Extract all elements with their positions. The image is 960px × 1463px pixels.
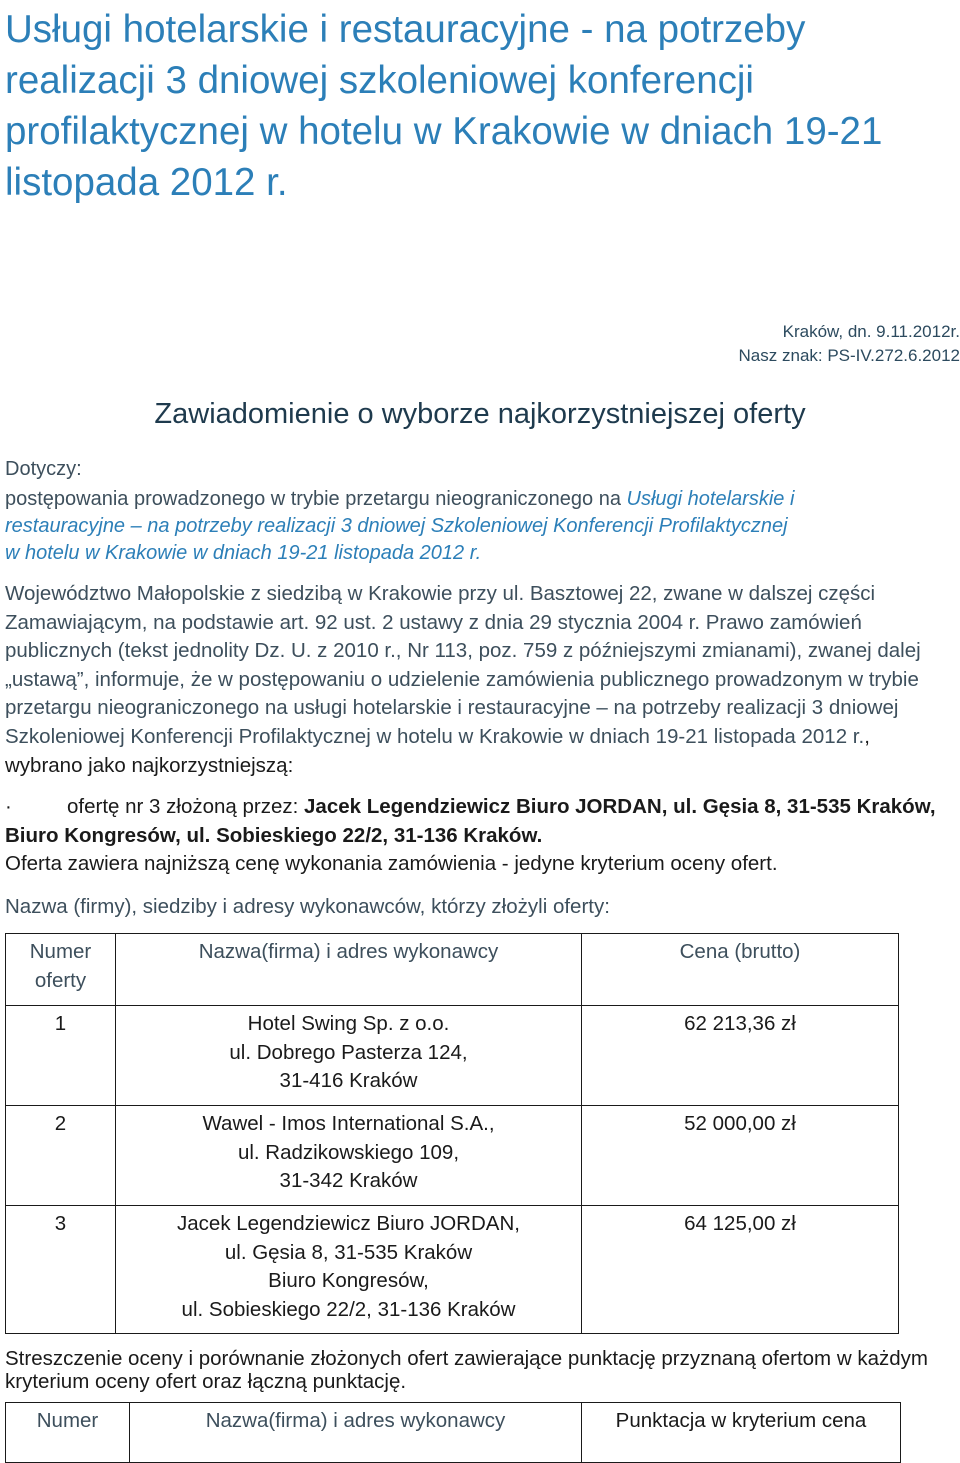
offer-contractor [116, 1106, 582, 1206]
concerns-line-1 [5, 488, 794, 511]
contractor-line: ul. Dobrego Pasterza 124, [229, 1040, 468, 1064]
header-price: Cena (brutto) [582, 934, 899, 1006]
offer-text: ofertę nr 3 złożoną przez: [67, 795, 305, 818]
table-row [6, 1106, 899, 1206]
contractor-line: 31-342 Kraków [279, 1169, 418, 1192]
offer-price: 62 213,36 zł [582, 1006, 899, 1106]
summary-intro: Streszczenie oceny i porównanie złożonych ofert zawierające punktację przyznaną ofertom w każdym kryterium oceny ofert oraz łączną punktację. [5, 1347, 928, 1393]
offer-number: 3 [6, 1206, 116, 1334]
offers-intro: Nazwa (firmy), siedziby i adresy wykonawców, którzy złożyli oferty: [5, 895, 610, 918]
body-tail: , wybrano jako najkorzystniejszą: [5, 724, 870, 777]
contractor-line: ul. Gęsia 8, 31-535 Kraków [224, 1240, 473, 1264]
score-header-number: Numer [6, 1403, 130, 1463]
award-line [5, 793, 955, 850]
body-paragraph [5, 580, 945, 780]
notice-heading: Zawiadomienie o wyborze najkorzystniejszej oferty [154, 398, 806, 430]
contractor-line: ul. Sobieskiego 22/2, 31-136 Kraków [181, 1297, 516, 1321]
concerns-plain: postępowania prowadzonego w trybie przetargu nieograniczonego na [5, 488, 627, 510]
score-header-row [6, 1403, 901, 1463]
offer-contractor [116, 1006, 582, 1106]
contractor-line: ul. Radzikowskiego 109, [237, 1140, 460, 1164]
score-table [5, 1402, 901, 1463]
award-section [5, 793, 955, 879]
table-row [6, 1206, 899, 1334]
award-reason: Oferta zawiera najniższą cenę wykonania zamówienia - jedyne kryterium oceny ofert. [5, 852, 778, 875]
score-header-name: Nazwa(firma) i adres wykonawcy [130, 1403, 582, 1463]
offer-price: 64 125,00 zł [582, 1206, 899, 1334]
table-header-row [6, 934, 899, 1006]
reference-number: Nasz znak: PS-IV.272.6.2012 [738, 346, 960, 365]
bullet-icon: · [5, 795, 12, 818]
document-title: Usługi hotelarskie i restauracyjne - na potrzeby realizacji 3 dniowej szkoleniowej konferencji profilaktycznej w hotelu w Krakowie w dniach 19-21 listopada 2012 r. [5, 8, 883, 204]
concerns-line-2: restauracyjne – na potrzeby realizacji 3 dniowej Szkoleniowej Konferencji Profilaktycznej [5, 515, 788, 537]
contractor-line: Hotel Swing Sp. z o.o. [247, 1012, 450, 1035]
offers-table [5, 933, 899, 1334]
offer-price: 52 000,00 zł [582, 1106, 899, 1206]
contractor-line: Wawel - Imos International S.A., [202, 1112, 495, 1135]
header-name: Nazwa(firma) i adres wykonawcy [116, 934, 582, 1006]
table-row [6, 1006, 899, 1106]
contractor-line: Biuro Kongresów, [268, 1269, 429, 1292]
offer-contractor [116, 1206, 582, 1334]
offer-number: 1 [6, 1006, 116, 1106]
concerns-italic-1: Usługi hotelarskie i [626, 488, 795, 510]
body-text: Województwo Małopolskie z siedzibą w Krakowie przy ul. Basztowej 22, zwane w dalszej części Zamawiającym, na podstawie art. 92 ust. 2 ustawy z dnia 29 stycznia 2004 r. Prawo zamówień publicznych (tekst jednolity Dz. U. z 2010 r., Nr 113, poz. 759 z późniejszymi zmianami), zwanej dalej „ustawą”, informuje, że w postępowaniu o udzielenie zamówienia publicznego prowadzonym w trybie przetargu nieograniczonego na usługi hotelarskie i restauracyjne – na potrzeby realizacji 3 dniowej Szkoleniowej Konferencji Profilaktycznej w hotelu w Krakowie w dniach 19-21 listopada 2012 r. [5, 582, 921, 748]
offer-number: 2 [6, 1106, 116, 1206]
header-number: Numer oferty [6, 934, 116, 1006]
winner-name: Jacek Legendziewicz Biuro JORDAN, ul. Gęsia 8, 31-535 Kraków, Biuro Kongresów, ul. Sobieskiego 22/2, 31-136 Kraków. [5, 795, 936, 847]
contractor-line: 31-416 Kraków [279, 1069, 418, 1092]
score-header-points: Punktacja w kryterium cena [582, 1403, 901, 1463]
concerns-line-3: w hotelu w Krakowie w dniach 19-21 listopada 2012 r. [5, 542, 482, 564]
concerns-label: Dotyczy: [5, 458, 82, 480]
place-date: Kraków, dn. 9.11.2012r. [782, 322, 960, 341]
contractor-line: Jacek Legendziewicz Biuro JORDAN, [177, 1212, 520, 1235]
